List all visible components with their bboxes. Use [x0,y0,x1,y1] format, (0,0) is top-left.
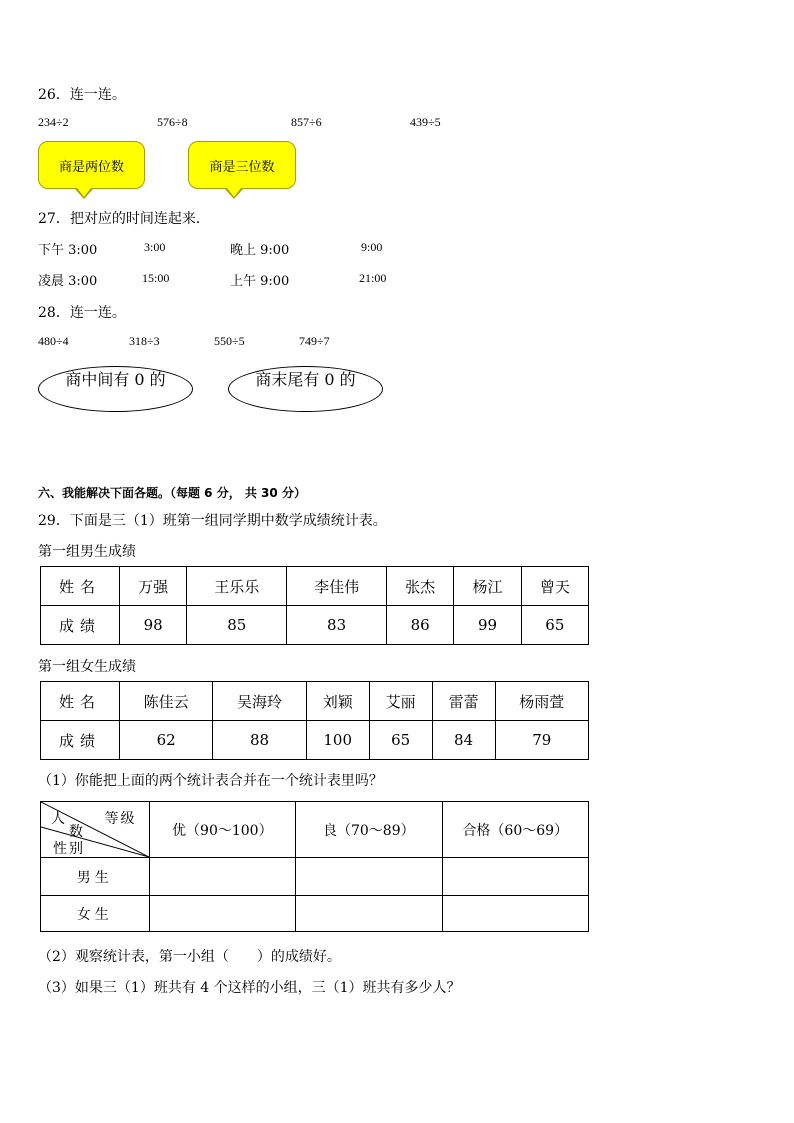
q26-bubble-label: 商是三位数 [209,159,275,175]
q27-time-b2: 15:00 [142,271,170,285]
header-cell: 成绩 [41,721,120,760]
name-cell: 杨雨萱 [495,682,588,721]
q27-title: 27．把对应的时间连起来． [38,211,210,227]
q28-oval-middle-zero[interactable] [38,366,193,412]
score-cell: 84 [432,721,495,760]
q26-expr-2: 576÷8 [157,115,188,129]
q26-expr-3: 857÷6 [291,115,322,129]
q27-time-c2: 上午 9:00 [230,274,290,289]
name-cell: 曾天 [521,567,588,606]
q28-oval-label: 商末尾有 0 的 [255,370,356,389]
q28-oval-end-zero[interactable] [228,366,383,412]
name-cell: 王乐乐 [187,567,287,606]
name-cell: 雷蕾 [432,682,495,721]
q27-time-b1: 3:00 [144,240,166,254]
section-title: 六、我能解决下面各题。（每题 6 分， 共 30 分） [38,486,306,500]
blank-answer-cell[interactable] [149,896,296,932]
blank-answer-cell[interactable] [296,896,442,932]
q29-sub2: （2）观察统计表，第一小组（ ）的成绩好。 [38,949,341,965]
blank-answer-cell[interactable] [442,896,588,932]
blank-answer-cell[interactable] [149,858,296,896]
name-cell: 陈佳云 [120,682,213,721]
merged-stat-table [40,801,589,932]
grade-col-header: 合格（60～69） [442,802,588,858]
table-row [41,802,589,858]
name-cell: 吴海玲 [213,682,306,721]
header-cell: 姓名 [41,682,120,721]
girls-score-table [40,681,589,760]
score-cell: 79 [495,721,588,760]
table-row [41,721,589,760]
diagonal-header-cell [41,802,150,858]
blank-answer-cell[interactable] [296,858,442,896]
name-cell: 万强 [120,567,187,606]
score-cell: 62 [120,721,213,760]
boys-score-table [40,566,589,645]
q27-time-d2: 21:00 [359,271,387,285]
name-cell: 张杰 [387,567,454,606]
corner-count-label-1: 人 [51,811,65,827]
blank-answer-cell[interactable] [442,858,588,896]
q26-title: 26．连一连。 [38,87,126,103]
score-cell: 83 [287,606,387,645]
score-cell: 100 [306,721,369,760]
header-cell: 成绩 [41,606,120,645]
table-row [41,606,589,645]
name-cell: 杨江 [454,567,521,606]
corner-grade-label: 等级 [104,811,137,827]
q26-expr-1: 234÷2 [38,115,69,129]
grade-col-header: 良（70～89） [296,802,442,858]
q27-time-a1: 下午 3:00 [38,243,98,258]
q28-expr-3: 550÷5 [214,334,245,348]
q29-sub3: （3）如果三（1）班共有 4 个这样的小组，三（1）班共有多少人？ [38,980,461,996]
q28-expr-1: 480÷4 [38,334,69,348]
table-row [41,896,589,932]
girls-table-caption: 第一组女生成绩 [38,659,136,675]
score-cell: 86 [387,606,454,645]
q29-sub1: （1）你能把上面的两个统计表合并在一个统计表里吗？ [38,773,383,789]
q29-title: 29．下面是三（1）班第一组同学期中数学成绩统计表。 [38,513,387,529]
q28-oval-label: 商中间有 0 的 [65,370,166,389]
q28-expr-2: 318÷3 [129,334,160,348]
corner-gender-label: 性别 [53,841,85,857]
score-cell: 99 [454,606,521,645]
q28-title: 28．连一连。 [38,305,126,321]
name-cell: 刘颖 [306,682,369,721]
q27-time-a2: 凌晨 3:00 [38,274,98,289]
q28-expr-4: 749÷7 [299,334,330,348]
score-cell: 88 [213,721,306,760]
corner-count-label-2: 数 [69,824,83,840]
score-cell: 65 [369,721,432,760]
name-cell: 李佳伟 [287,567,387,606]
row-header-girls: 女生 [41,896,150,932]
row-header-boys: 男生 [41,858,150,896]
header-cell: 姓名 [41,567,120,606]
table-row [41,682,589,721]
score-cell: 65 [521,606,588,645]
name-cell: 艾丽 [369,682,432,721]
table-row [41,858,589,896]
q26-bubble-three-digit[interactable] [188,141,296,189]
q27-time-d1: 9:00 [361,240,383,254]
table-row [41,567,589,606]
score-cell: 98 [120,606,187,645]
q27-time-c1: 晚上 9:00 [230,243,290,258]
boys-table-caption: 第一组男生成绩 [38,544,136,560]
q26-bubble-two-digit[interactable] [38,141,145,189]
grade-col-header: 优（90～100） [149,802,296,858]
q26-bubble-label: 商是两位数 [58,159,124,175]
q26-expr-4: 439÷5 [410,115,441,129]
score-cell: 85 [187,606,287,645]
